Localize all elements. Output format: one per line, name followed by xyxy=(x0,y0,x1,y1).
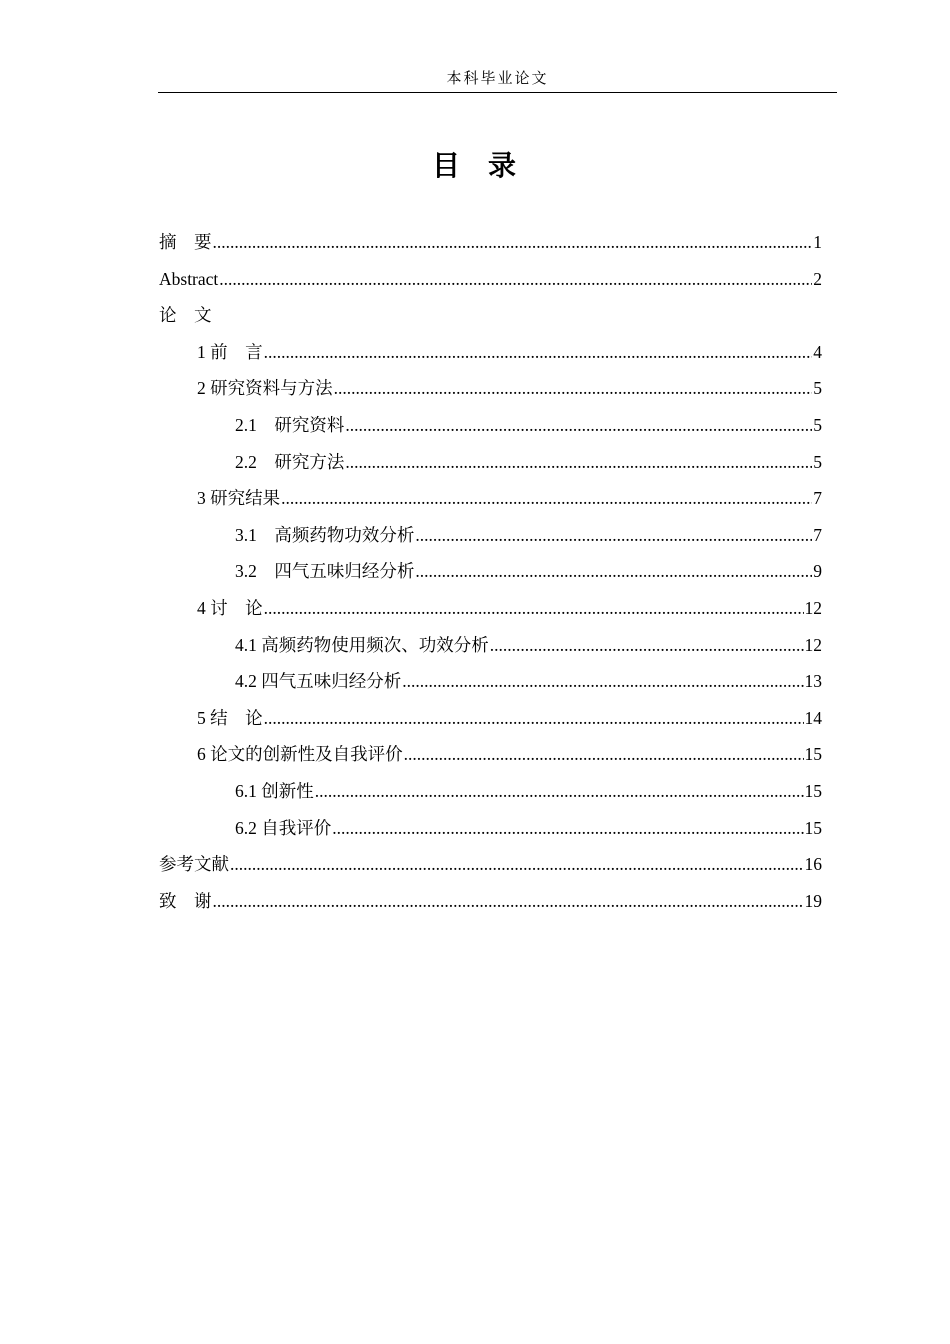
toc-leader-dots xyxy=(230,846,804,883)
toc-leader-dots xyxy=(219,261,812,298)
toc-entry-abstract-en[interactable] xyxy=(159,261,822,298)
toc-entry-page: 5 xyxy=(813,378,822,399)
toc-leader-dots xyxy=(404,736,804,773)
toc-entry-label: 3.1 高频药物功效分析 xyxy=(235,524,415,545)
toc-entry-acknowledgements[interactable] xyxy=(159,883,822,920)
toc-entry-label: 致 谢 xyxy=(159,890,212,911)
page-title xyxy=(0,146,950,186)
toc-entry-label: 摘 要 xyxy=(159,232,212,252)
toc-leader-dots xyxy=(264,590,804,627)
toc-entry-label: 参考文献 xyxy=(159,854,229,875)
toc-entry-results-properties[interactable] xyxy=(159,553,822,590)
toc-entry-references[interactable] xyxy=(159,846,822,883)
toc-entry-label: 3 研究结果 xyxy=(197,488,281,509)
toc-entry-label: 4.2 四气五味归经分析 xyxy=(235,671,402,692)
toc-entry-label: 3.2 四气五味归经分析 xyxy=(235,561,415,582)
toc-entry-label: 6 论文的创新性及自我评价 xyxy=(197,744,403,765)
toc-entry-page: 5 xyxy=(813,414,822,435)
toc-entry-methods[interactable] xyxy=(159,444,822,481)
toc-entry-page: 2 xyxy=(813,268,822,289)
toc-leader-dots xyxy=(334,370,813,407)
toc-entry-discussion[interactable] xyxy=(159,590,822,627)
toc-entry-page: 16 xyxy=(804,854,822,875)
toc-leader-dots xyxy=(264,334,813,371)
toc-leader-dots xyxy=(345,407,812,444)
toc-leader-dots xyxy=(345,444,812,481)
toc-entry-page: 15 xyxy=(804,780,822,801)
toc-entry-label: 1 前 言 xyxy=(197,341,263,362)
toc-entry-page: 15 xyxy=(804,817,822,838)
toc-leader-dots xyxy=(213,224,813,261)
toc-entry-results[interactable] xyxy=(159,480,822,517)
toc-entry-page: 12 xyxy=(804,634,822,655)
toc-entry-page: 7 xyxy=(813,488,822,509)
toc-entry-label: 2.1 研究资料 xyxy=(235,414,345,435)
toc-entry-page: 13 xyxy=(804,671,822,692)
toc-entry-page: 5 xyxy=(813,451,822,472)
toc-entry-innovation-novelty[interactable] xyxy=(159,773,822,810)
toc-entry-materials-methods[interactable] xyxy=(159,370,822,407)
toc-entry-label: 论 文 xyxy=(159,305,212,326)
toc-leader-dots xyxy=(213,883,804,920)
toc-leader-dots xyxy=(315,773,804,810)
table-of-contents xyxy=(159,224,822,919)
toc-entry-discussion-properties[interactable] xyxy=(159,663,822,700)
toc-leader-dots xyxy=(264,700,804,737)
toc-entry-page: 9 xyxy=(813,561,822,582)
toc-entry-materials[interactable] xyxy=(159,407,822,444)
toc-leader-dots xyxy=(332,810,803,847)
page-title-left: 目 xyxy=(431,149,462,182)
running-header-title: 本科毕业论文 xyxy=(446,71,549,87)
toc-entry-label: 5 结 论 xyxy=(197,707,263,728)
toc-entry-innovation-self-evaluation[interactable] xyxy=(159,810,822,847)
toc-entry-label: 2 研究资料与方法 xyxy=(197,378,333,399)
running-header xyxy=(158,68,837,93)
toc-entry-preface[interactable] xyxy=(159,334,822,371)
toc-entry-page: 12 xyxy=(804,597,822,618)
toc-entry-conclusion[interactable] xyxy=(159,700,822,737)
toc-entry-page: 4 xyxy=(813,341,822,362)
toc-leader-dots xyxy=(281,480,812,517)
toc-entry-label: 2.2 研究方法 xyxy=(235,451,345,472)
toc-entry-label: 4.1 高频药物使用频次、功效分析 xyxy=(235,634,489,655)
toc-leader-dots xyxy=(415,517,812,554)
toc-entry-page: 14 xyxy=(804,707,822,728)
toc-leader-dots xyxy=(490,627,804,664)
toc-entry-label: Abstract xyxy=(159,268,219,289)
toc-entry-abstract-cn[interactable] xyxy=(159,224,822,261)
toc-entry-label: 6.2 自我评价 xyxy=(235,817,332,838)
toc-leader-dots xyxy=(415,553,812,590)
toc-entry-page: 19 xyxy=(804,890,822,911)
toc-entry-innovation[interactable] xyxy=(159,736,822,773)
toc-entry-label: 6.1 创新性 xyxy=(235,780,314,801)
toc-entry-thesis[interactable] xyxy=(159,297,822,334)
toc-entry-results-efficacy[interactable] xyxy=(159,517,822,554)
toc-entry-page: 15 xyxy=(804,744,822,765)
toc-entry-discussion-frequency[interactable] xyxy=(159,627,822,664)
toc-entry-label: 4 讨 论 xyxy=(197,597,263,618)
toc-leader-dots xyxy=(402,663,803,700)
page-title-right: 录 xyxy=(488,149,519,182)
toc-entry-page: 7 xyxy=(813,524,822,545)
toc-entry-page: 1 xyxy=(813,232,822,252)
